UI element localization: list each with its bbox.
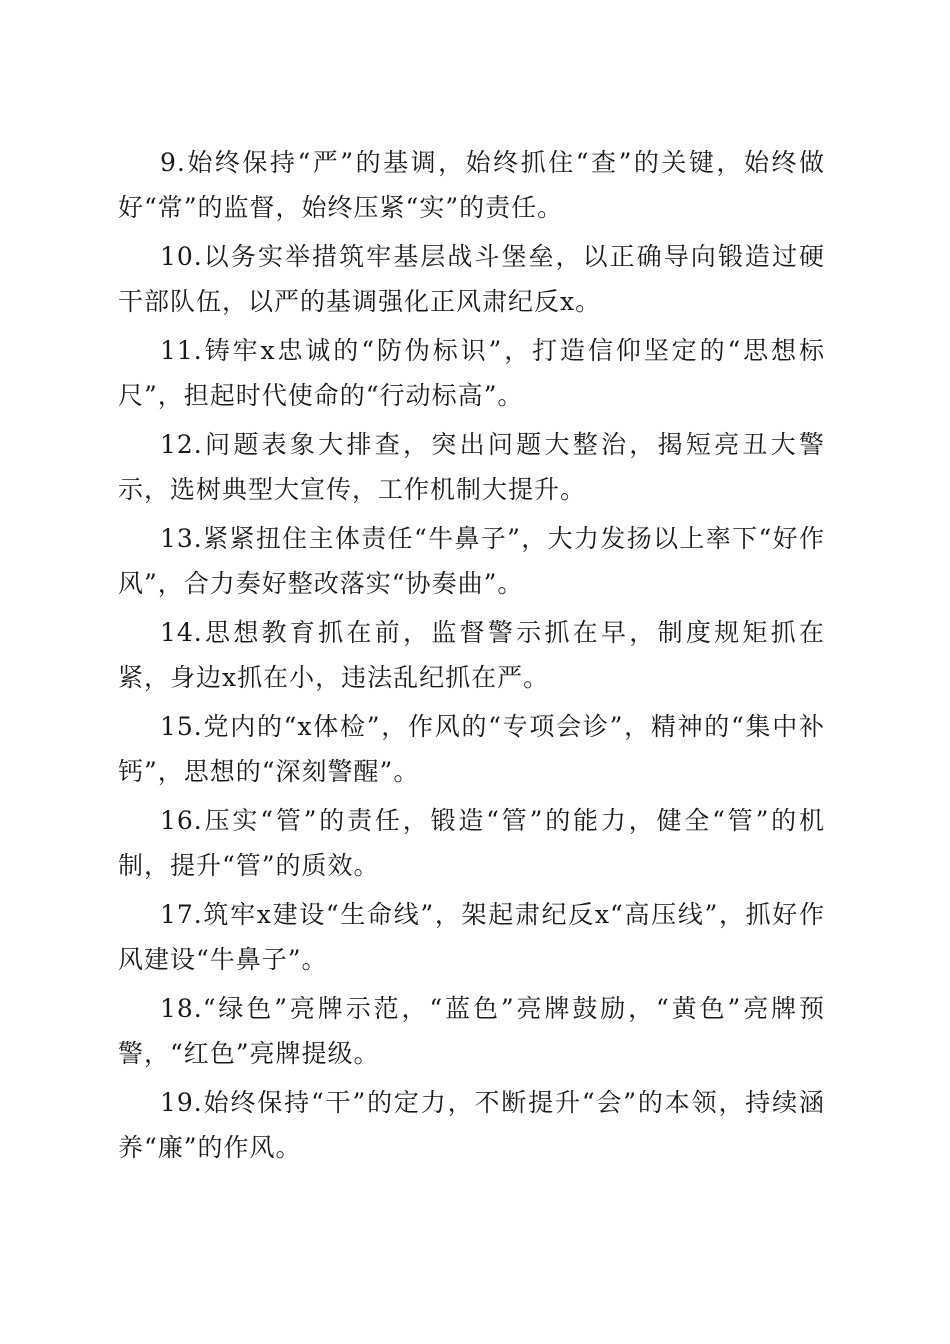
list-item-12: 12.问题表象大排查，突出问题大整治，揭短亮丑大警示，选树典型大宣传，工作机制大提升。 bbox=[118, 430, 825, 504]
list-item-18: 18.“绿色”亮牌示范，“蓝色”亮牌鼓励，“黄色”亮牌预警，“红色”亮牌提级。 bbox=[118, 994, 825, 1068]
list-item-17: 17.筑牢x建设“生命线”，架起肃纪反x“高压线”，抓好作风建设“牛鼻子”。 bbox=[118, 900, 825, 974]
document-body bbox=[118, 140, 825, 1174]
list-item-10: 10.以务实举措筑牢基层战斗堡垒，以正确导向锻造过硬干部队伍，以严的基调强化正风肃纪反x。 bbox=[118, 242, 825, 316]
list-item-15: 15.党内的“x体检”，作风的“专项会诊”，精神的“集中补钙”，思想的“深刻警醒”。 bbox=[118, 712, 825, 786]
list-item-19: 19.始终保持“干”的定力，不断提升“会”的本领，持续涵养“廉”的作风。 bbox=[118, 1088, 825, 1162]
list-item-9: 9.始终保持“严”的基调，始终抓住“查”的关键，始终做好“常”的监督，始终压紧“实”的责任。 bbox=[118, 148, 825, 222]
list-item-14: 14.思想教育抓在前，监督警示抓在早，制度规矩抓在紧，身边x抓在小，违法乱纪抓在严。 bbox=[118, 618, 825, 692]
list-item-13: 13.紧紧扭住主体责任“牛鼻子”，大力发扬以上率下“好作风”，合力奏好整改落实“协奏曲”。 bbox=[118, 524, 825, 598]
list-item-11: 11.铸牢x忠诚的“防伪标识”，打造信仰坚定的“思想标尺”，担起时代使命的“行动标高”。 bbox=[118, 336, 825, 410]
list-item-16: 16.压实“管”的责任，锻造“管”的能力，健全“管”的机制，提升“管”的质效。 bbox=[118, 806, 825, 880]
